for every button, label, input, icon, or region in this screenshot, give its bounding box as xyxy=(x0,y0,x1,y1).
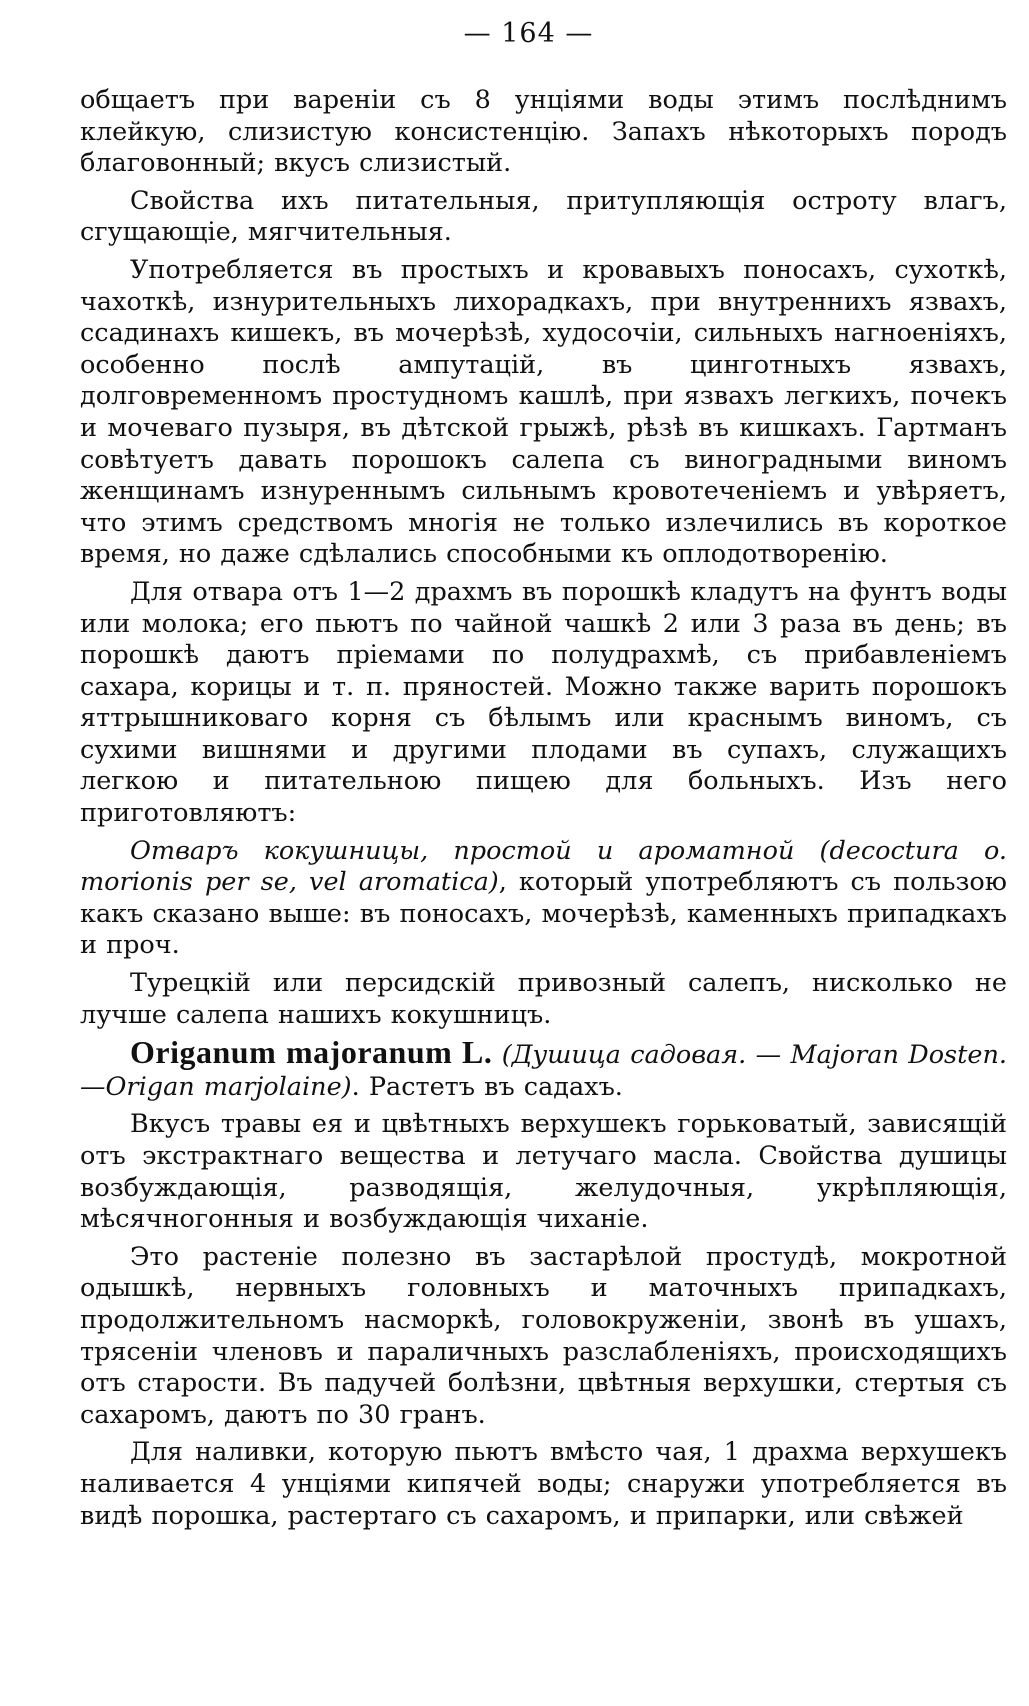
decoction-name: Отваръ кокушницы, простой и ароматной (decoctura o. morionis per se, vel aromatica) xyxy=(80,835,1007,898)
paragraph-origanum-uses: Это растеніе полезно въ застарѣлой простудѣ, мокротной одышкѣ, нервныхъ головныхъ и маточныхъ припадкахъ, продолжительномъ насморкѣ, головокруженіи, звонѣ въ ушахъ, трясеніи членовъ и параличныхъ разслабленіяхъ, происходящихъ отъ старости. Въ падучей болѣзни, цвѣтныя верхушки, стертыя съ сахаромъ, даютъ по 30 гранъ. xyxy=(80,1241,1007,1430)
species-common-names: (Душица садовая. — Majoran Dosten.—Origan marjolaine) xyxy=(80,1040,1008,1102)
paragraph-decoction xyxy=(80,836,1007,962)
decoction-description: , который употребляютъ съ пользою какъ сказано выше: въ поносахъ, мочерѣзѣ, каменныхъ припадкахъ и проч. xyxy=(80,867,1007,961)
page-number: — 164 — xyxy=(463,18,594,49)
paragraph-origanum-heading xyxy=(80,1034,1008,1103)
paragraph-salep-consistency: общаетъ при вареніи съ 8 унціями воды этимъ послѣднимъ клейкую, слизистую консистенцію. Запахъ нѣкоторыхъ породъ благовонный; вкусъ слизистый. xyxy=(80,85,1007,179)
paragraph-salep-properties: Свойства ихъ питательныя, притупляющія остроту влагъ, сгущающіе, мягчительныя. xyxy=(80,185,1007,248)
paragraph-origanum-infusion: Для наливки, которую пьютъ вмѣсто чая, 1 драхма верхушекъ наливается 4 унціями кипячей воды; снаружи употребляется въ видѣ порошка, растертаго съ сахаромъ, и припарки, или свѣжей xyxy=(80,1437,1007,1531)
species-habitat: . Растетъ въ садахъ. xyxy=(351,1071,623,1102)
paragraph-turkish-salep: Турецкій или персидскій привозный салепъ, нисколько не лучше салепа нашихъ кокушницъ. xyxy=(80,968,1007,1030)
paragraph-salep-dosage: Для отвара отъ 1—2 драхмъ въ порошкѣ кладутъ на фунтъ воды или молока; его пьютъ по чайной чашкѣ 2 или 3 раза въ день; въ порошкѣ даютъ пріемами по полудрахмѣ, съ прибавленіемъ сахара, корицы и т. п. пряностей. Можно также варить порошокъ яттрышниковаго корня съ бѣлымъ или краснымъ виномъ, съ сухими вишнями и другими плодами въ супахъ, служащихъ легкою и питательною пищею для больныхъ. Изъ него приготовляютъ: xyxy=(80,576,1007,829)
paragraph-salep-uses: Употребляется въ простыхъ и кровавыхъ поносахъ, сухоткѣ, чахоткѣ, изнурительныхъ лихорадкахъ, при внутреннихъ язвахъ, ссадинахъ кишекъ, въ мочерѣзѣ, худосочіи, сильныхъ нагноеніяхъ, особенно послѣ ампутацій, въ цинготныхъ язвахъ, долговременномъ простудномъ кашлѣ, при язвахъ легкихъ, почекъ и мочеваго пузыря, въ дѣтской грыжѣ, рѣзѣ въ кишкахъ. Гартманъ совѣтуетъ давать порошокъ салепа съ виноградными виномъ женщинамъ изнуреннымъ сильнымъ кровотеченіемъ и увѣряетъ, что этимъ средствомъ многія не только излечились въ короткое время, но даже сдѣлались способными къ оплодотворенію. xyxy=(80,254,1007,570)
paragraph-origanum-taste: Вкусъ травы ея и цвѣтныхъ верхушекъ горьковатый, зависящій отъ экстрактнаго вещества и летучаго масла. Свойства душицы возбуждающія, разводящія, желудочныя, укрѣпляющія, мѣсячногонныя и возбуждающія чиханіе. xyxy=(80,1109,1007,1235)
species-heading: Origanum majoranum L. xyxy=(130,1034,493,1071)
